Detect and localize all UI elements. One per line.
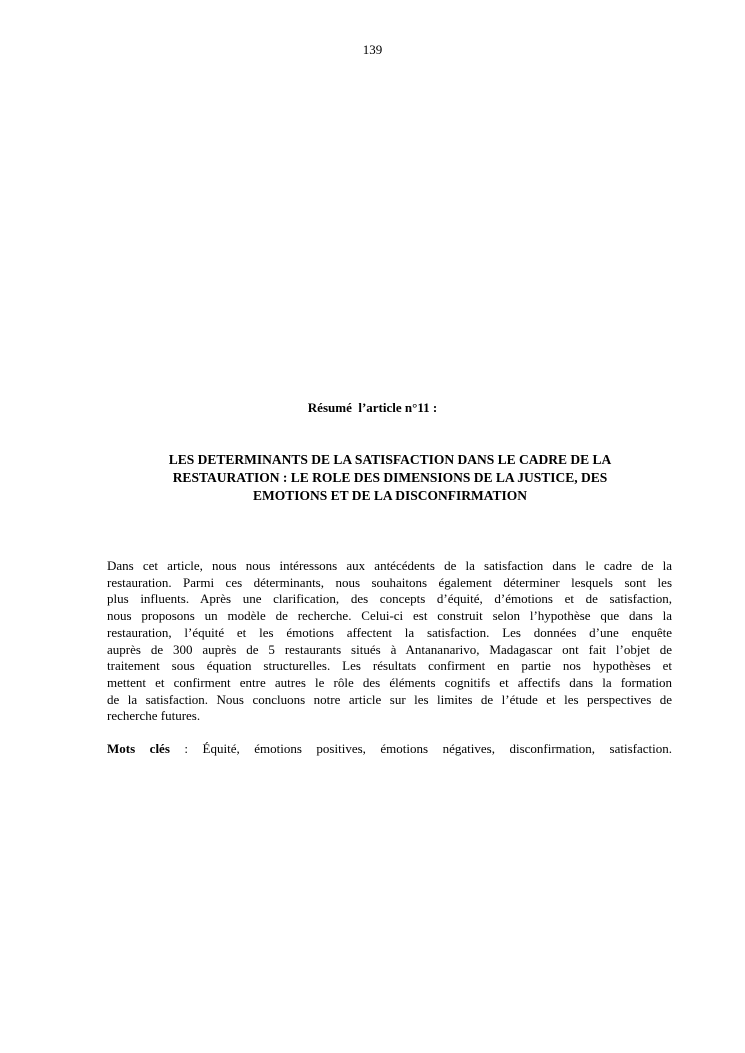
abstract-line: Dans cet article, nous nous intéressons aux antécédents de la satisfaction dans le cadre de la: [107, 558, 672, 573]
keywords-separator: :: [169, 741, 203, 756]
keywords-text: Équité, émotions positives, émotions négatives, disconfirmation, satisfaction.: [202, 741, 672, 756]
abstract-line: auprès de 300 auprès de 5 restaurants situés à Antananarivo, Madagascar ont fait l’objet de: [107, 641, 672, 657]
abstract-line: plus influents. Après une clarification, des concepts d’équité, d’émotions et de satisfaction,: [107, 591, 672, 607]
abstract-line: recherche futures.: [107, 708, 201, 724]
abstract-paragraph: [107, 558, 672, 725]
article-title-line: EMOTIONS ET DE LA DISCONFIRMATION: [252, 488, 528, 503]
article-title-line: LES DETERMINANTS DE LA SATISFACTION DANS LE CADRE DE LA: [168, 452, 612, 467]
resume-heading: Résumé l’article n°11 :: [307, 400, 438, 415]
abstract-line: restauration, l’équité et les émotions affectent la satisfaction. Les données d’une enquête: [107, 624, 672, 640]
article-title-line: RESTAURATION : LE ROLE DES DIMENSIONS DE LA JUSTICE, DES: [172, 470, 608, 485]
abstract-line: nous proposons un modèle de recherche. Celui-ci est construit selon l’hypothèse que dans la: [107, 608, 672, 624]
keywords-label: Mots clés: [107, 741, 170, 756]
abstract-line: de la satisfaction. Nous concluons notre article sur les limites de l’étude et les perspectives de: [107, 691, 672, 707]
abstract-line: mettent et confirment entre autres le rôle des éléments cognitifs et affectifs dans la formation: [107, 674, 672, 690]
abstract-line: traitement sous équation structurelles. Les résultats confirment en partie nos hypothèses et: [107, 658, 672, 674]
article-title: [135, 451, 645, 505]
abstract-line: restauration. Parmi ces déterminants, nous souhaitons également déterminer lesquels sont les: [107, 574, 672, 590]
page-number: 139: [362, 42, 383, 57]
keywords-line: [107, 740, 672, 757]
